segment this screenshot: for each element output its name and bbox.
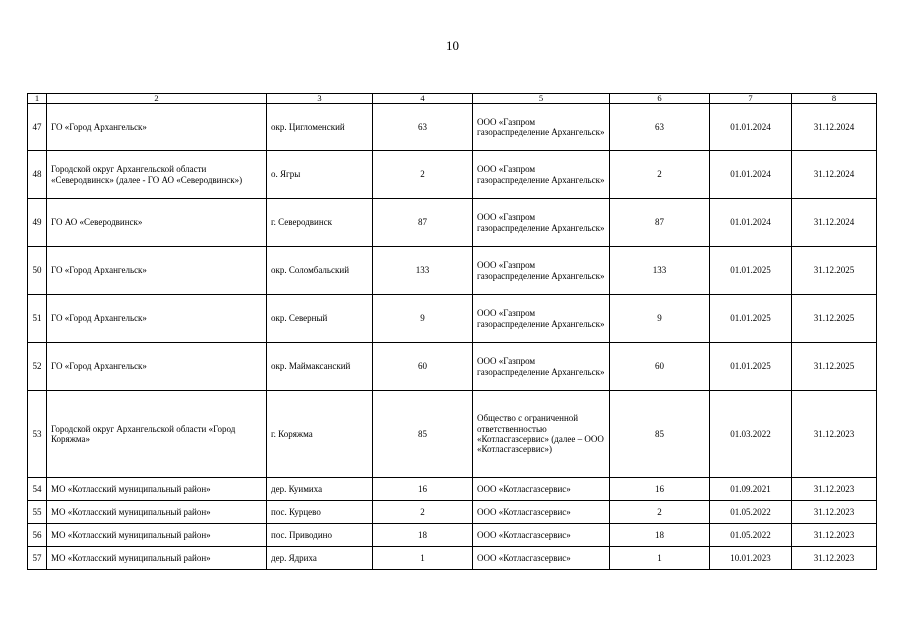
table-cell: г. Северодвинск	[267, 199, 373, 247]
table-cell: 1	[373, 547, 473, 570]
column-header: 3	[267, 94, 373, 104]
table-row	[28, 104, 877, 151]
table-cell: дер. Ядриха	[267, 547, 373, 570]
column-header: 2	[47, 94, 267, 104]
table-cell: 1	[610, 547, 710, 570]
table-cell: ООО «Газпром газораспределение Архангельск»	[473, 343, 610, 391]
table-row	[28, 478, 877, 501]
table-cell: 51	[28, 295, 47, 343]
table-cell: 01.01.2024	[710, 199, 792, 247]
table-row	[28, 199, 877, 247]
table-cell: 31.12.2023	[792, 501, 877, 524]
table-cell: 54	[28, 478, 47, 501]
table-cell: пос. Курцево	[267, 501, 373, 524]
table-row	[28, 501, 877, 524]
page-number: 10	[446, 38, 459, 53]
table-cell: 31.12.2024	[792, 151, 877, 199]
table-cell: 01.01.2024	[710, 151, 792, 199]
table-cell: МО «Котласский муниципальный район»	[47, 501, 267, 524]
column-header: 5	[473, 94, 610, 104]
column-header: 8	[792, 94, 877, 104]
table-cell: ГО «Город Архангельск»	[47, 247, 267, 295]
column-header: 4	[373, 94, 473, 104]
table-cell: ООО «Газпром газораспределение Архангельск»	[473, 199, 610, 247]
table-cell: ГО «Город Архангельск»	[47, 343, 267, 391]
table-cell: окр. Северный	[267, 295, 373, 343]
table-cell: 16	[610, 478, 710, 501]
table-cell: 133	[373, 247, 473, 295]
table-cell: 49	[28, 199, 47, 247]
table-cell: МО «Котласский муниципальный район»	[47, 524, 267, 547]
table-cell: ООО «Газпром газораспределение Архангельск»	[473, 247, 610, 295]
table-cell: 9	[610, 295, 710, 343]
table-cell: 31.12.2023	[792, 547, 877, 570]
table-cell: Общество с ограниченной ответственностью «Котласгазсервис» (далее – ООО «Котласгазсервис»)	[473, 391, 610, 478]
table-cell: 01.01.2025	[710, 247, 792, 295]
table-cell: о. Ягры	[267, 151, 373, 199]
table-row	[28, 151, 877, 199]
table-cell: 2	[373, 151, 473, 199]
table-cell: 50	[28, 247, 47, 295]
table-cell: 01.09.2021	[710, 478, 792, 501]
table-cell: 18	[373, 524, 473, 547]
table-cell: 2	[610, 151, 710, 199]
table-cell: 01.05.2022	[710, 524, 792, 547]
table-cell: 133	[610, 247, 710, 295]
table-cell: 31.12.2025	[792, 343, 877, 391]
table-cell: 31.12.2025	[792, 295, 877, 343]
table-cell: Городской округ Архангельской области «Город Коряжма»	[47, 391, 267, 478]
table-cell: окр. Цигломенский	[267, 104, 373, 151]
table-cell: 01.01.2024	[710, 104, 792, 151]
table-cell: 31.12.2023	[792, 478, 877, 501]
table-cell: ГО «Город Архангельск»	[47, 295, 267, 343]
table-cell: 47	[28, 104, 47, 151]
table-cell: окр. Маймаксанский	[267, 343, 373, 391]
table-cell: 63	[610, 104, 710, 151]
table-cell: 01.01.2025	[710, 295, 792, 343]
table-cell: 60	[610, 343, 710, 391]
table-cell: 31.12.2024	[792, 104, 877, 151]
table-cell: 48	[28, 151, 47, 199]
table-cell: ГО «Город Архангельск»	[47, 104, 267, 151]
table-cell: 60	[373, 343, 473, 391]
table-cell: 31.12.2023	[792, 524, 877, 547]
table-cell: дер. Куимиха	[267, 478, 373, 501]
table-cell: МО «Котласский муниципальный район»	[47, 478, 267, 501]
table-cell: ООО «Котласгазсервис»	[473, 478, 610, 501]
table-cell: ООО «Котласгазсервис»	[473, 501, 610, 524]
table-cell: 9	[373, 295, 473, 343]
table-row	[28, 247, 877, 295]
table-cell: 53	[28, 391, 47, 478]
table-header-row	[28, 94, 877, 104]
table-cell: ООО «Газпром газораспределение Архангельск»	[473, 104, 610, 151]
table-row	[28, 295, 877, 343]
table-cell: 85	[610, 391, 710, 478]
table-cell: 10.01.2023	[710, 547, 792, 570]
table-cell: окр. Соломбальский	[267, 247, 373, 295]
column-header: 6	[610, 94, 710, 104]
table-cell: 87	[373, 199, 473, 247]
table-cell: 87	[610, 199, 710, 247]
table-cell: 31.12.2025	[792, 247, 877, 295]
table-cell: 63	[373, 104, 473, 151]
document-table	[27, 93, 877, 570]
table-cell: 18	[610, 524, 710, 547]
table-row	[28, 343, 877, 391]
table-cell: ГО АО «Северодвинск»	[47, 199, 267, 247]
table-cell: 01.05.2022	[710, 501, 792, 524]
table-cell: 52	[28, 343, 47, 391]
column-header: 7	[710, 94, 792, 104]
table-cell: г. Коряжма	[267, 391, 373, 478]
table-cell: МО «Котласский муниципальный район»	[47, 547, 267, 570]
table-cell: 01.01.2025	[710, 343, 792, 391]
table-cell: 55	[28, 501, 47, 524]
table-cell: 2	[373, 501, 473, 524]
table-cell: 85	[373, 391, 473, 478]
table-cell: ООО «Котласгазсервис»	[473, 524, 610, 547]
table-cell: ООО «Газпром газораспределение Архангельск»	[473, 151, 610, 199]
table-cell: ООО «Котласгазсервис»	[473, 547, 610, 570]
column-header: 1	[28, 94, 47, 104]
table-row	[28, 524, 877, 547]
table-cell: 31.12.2023	[792, 391, 877, 478]
table-cell: 16	[373, 478, 473, 501]
table-cell: 56	[28, 524, 47, 547]
table-row	[28, 391, 877, 478]
table-cell: ООО «Газпром газораспределение Архангельск»	[473, 295, 610, 343]
table-cell: 57	[28, 547, 47, 570]
table-cell: Городской округ Архангельской области «Северодвинск» (далее - ГО АО «Северодвинск»)	[47, 151, 267, 199]
table-cell: 2	[610, 501, 710, 524]
table-cell: пос. Приводино	[267, 524, 373, 547]
table-cell: 31.12.2024	[792, 199, 877, 247]
table-cell: 01.03.2022	[710, 391, 792, 478]
table-row	[28, 547, 877, 570]
